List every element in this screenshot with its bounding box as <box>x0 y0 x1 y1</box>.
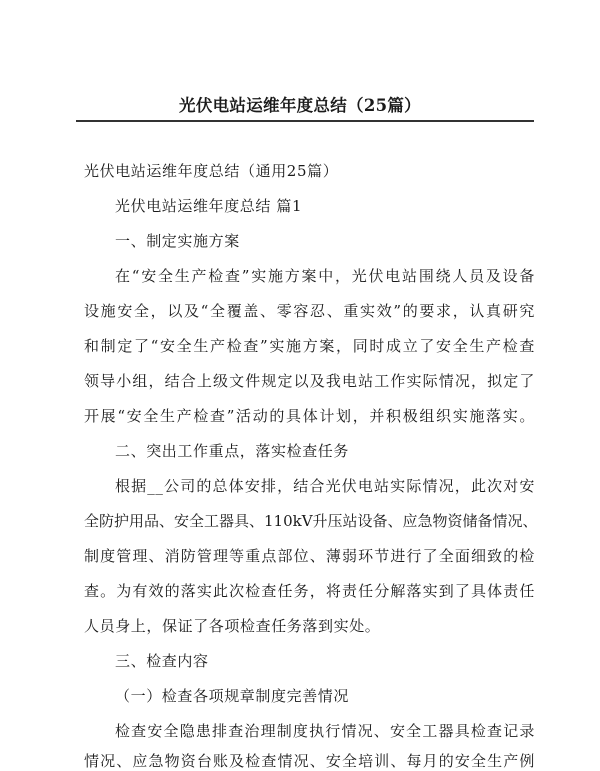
document-title: 光伏电站运维年度总结（25篇） <box>179 96 421 115</box>
paragraph-line: 和制定了“安全生产检查”实施方案，同时成立了安全生产检查 <box>84 337 535 355</box>
subsection-heading: （一）检查各项规章制度完善情况 <box>115 687 350 705</box>
paragraph-line: 制度管理、消防管理等重点部位、薄弱环节进行了全面细致的检 <box>84 547 535 565</box>
paragraph-line: 在“安全生产检查”实施方案中，光伏电站围绕人员及设备 <box>115 267 535 285</box>
paragraph-line: 根据__公司的总体安排，结合光伏电站实际情况，此次对安 <box>115 477 535 495</box>
paragraph-line: 全防护用品、安全工器具、110kV升压站设备、应急物资储备情况、 <box>84 512 538 530</box>
paragraph-line: 情况、应急物资台账及检查情况、安全培训、每月的安全生产例 <box>84 752 535 770</box>
paragraph-line: 领导小组，结合上级文件规定以及我电站工作实际情况，拟定了 <box>84 372 535 390</box>
chapter-heading: 光伏电站运维年度总结 篇1 <box>115 197 303 215</box>
paragraph-line: 设施安全，以及“全覆盖、零容忍、重实效”的要求，认真研究 <box>84 302 535 320</box>
paragraph-line: 人员身上，保证了各项检查任务落到实处。 <box>84 617 381 635</box>
paragraph-line: 开展“安全生产检查”活动的具体计划，并积极组织实施落实。 <box>84 407 535 425</box>
title-divider <box>76 120 534 122</box>
document-subtitle: 光伏电站运维年度总结（通用25篇） <box>84 162 339 180</box>
paragraph-line: 检查安全隐患排查治理制度执行情况、安全工器具检查记录 <box>115 722 535 740</box>
section-heading: 一、制定实施方案 <box>115 232 240 250</box>
section-heading: 二、突出工作重点，落实检查任务 <box>115 442 350 460</box>
paragraph-line: 查。为有效的落实此次检查任务，将责任分解落实到了具体责任 <box>84 582 535 600</box>
section-heading: 三、检查内容 <box>115 652 209 670</box>
